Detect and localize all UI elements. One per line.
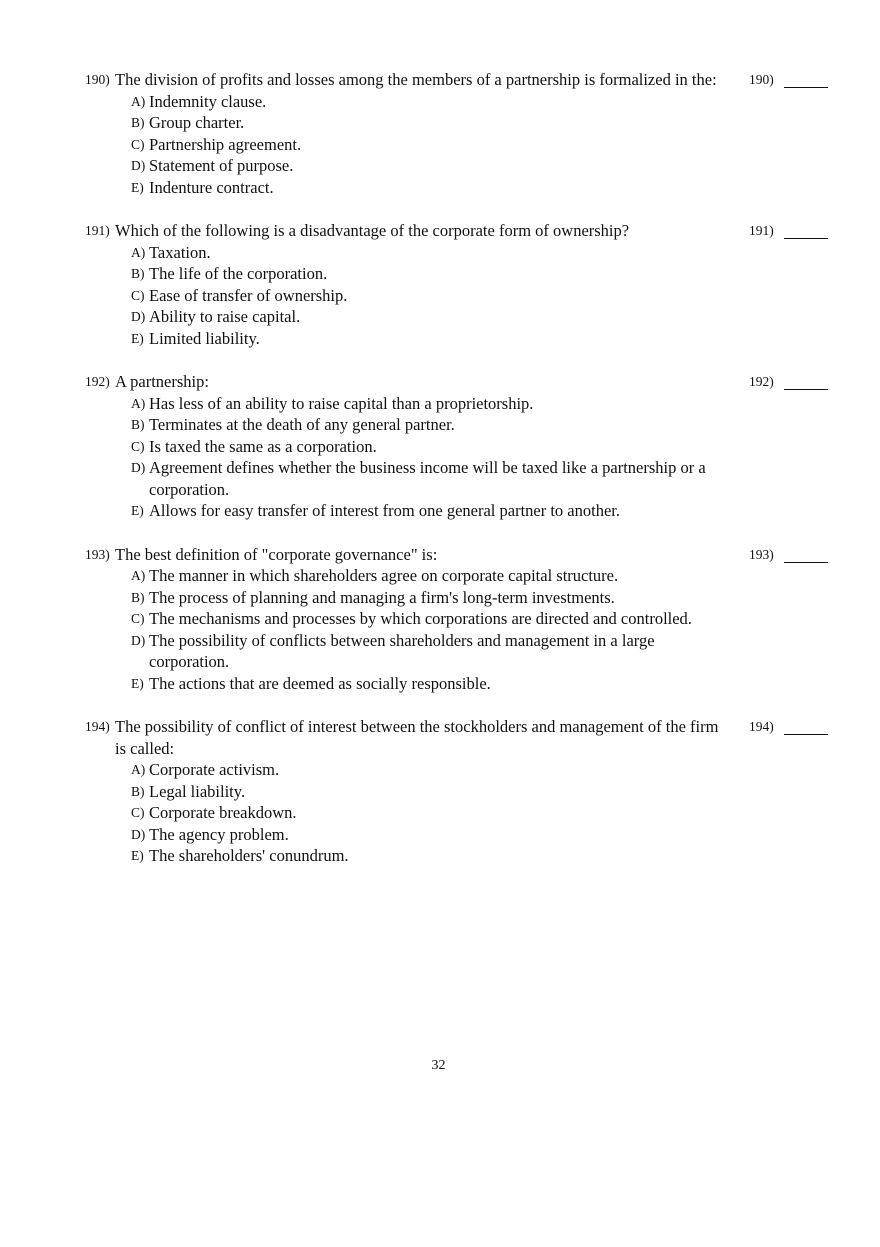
question-number: 194): [85, 719, 110, 734]
option-e: [131, 500, 727, 522]
option-text: Corporate breakdown.: [149, 803, 297, 822]
answer-blank-label: 193): [749, 546, 774, 562]
option-letter: D): [131, 309, 146, 324]
option-b: [131, 263, 727, 285]
answer-blank[interactable]: [749, 223, 839, 241]
question-194: [0, 716, 880, 867]
option-a: [131, 91, 727, 113]
option-text: Corporate activism.: [149, 760, 280, 779]
answer-blank-label: 190): [749, 72, 774, 87]
option-text: The actions that are deemed as socially responsible.: [149, 673, 491, 693]
option-c: [131, 802, 727, 824]
option-a: [131, 565, 727, 587]
option-c: [131, 134, 727, 156]
option-text: The possibility of conflicts between shareholders and management in a large corporation.: [149, 630, 655, 671]
option-letter: D): [131, 158, 146, 173]
option-letter: C): [131, 438, 145, 454]
option-text: Partnership agreement.: [149, 134, 302, 154]
question-text: A partnership:: [115, 372, 209, 391]
option-letter: A): [131, 395, 146, 411]
question-number: 192): [85, 374, 110, 389]
answer-blank-line[interactable]: [784, 562, 828, 563]
option-e: [131, 673, 727, 695]
answer-blank[interactable]: [749, 72, 839, 90]
option-letter: A): [131, 762, 146, 777]
option-letter: B): [131, 783, 145, 799]
question-number: 190): [85, 72, 110, 87]
option-d: [131, 630, 727, 673]
option-text: Ability to raise capital.: [149, 307, 301, 326]
option-text: Group charter.: [149, 113, 245, 132]
option-letter: A): [131, 93, 146, 109]
option-d: [131, 155, 727, 177]
option-c: [131, 436, 727, 458]
option-b: [131, 781, 727, 803]
answer-blank-line[interactable]: [784, 734, 828, 735]
option-text: Indemnity clause.: [149, 91, 267, 111]
option-text: The process of planning and managing a firm's long-term investments.: [149, 587, 615, 607]
answer-blank-line[interactable]: [784, 389, 828, 390]
option-a: [131, 242, 727, 264]
option-letter: B): [131, 266, 145, 281]
question-text: Which of the following is a disadvantage of the corporate form of ownership?: [115, 221, 630, 240]
option-letter: A): [131, 568, 146, 583]
question-193: [0, 544, 880, 695]
option-letter: B): [131, 417, 145, 432]
option-letter: A): [131, 244, 146, 260]
option-list: [0, 393, 880, 522]
question-191: [0, 220, 880, 349]
option-letter: C): [131, 287, 145, 303]
option-text: Agreement defines whether the business income will be taxed like a partnership or a corporation.: [149, 458, 706, 499]
option-e: [131, 177, 727, 199]
option-list: [0, 759, 880, 867]
question-192: [0, 371, 880, 522]
option-text: Limited liability.: [149, 328, 260, 348]
page-number: 32: [431, 1058, 446, 1073]
option-text: Taxation.: [149, 242, 211, 262]
option-e: [131, 328, 727, 350]
option-letter: C): [131, 611, 145, 626]
option-c: [131, 608, 727, 630]
option-letter: E): [131, 179, 144, 195]
answer-blank[interactable]: [749, 719, 839, 737]
answer-blank-line[interactable]: [784, 238, 828, 239]
option-text: Allows for easy transfer of interest from one general partner to another.: [149, 501, 620, 520]
option-letter: E): [131, 330, 144, 346]
answer-blank-line[interactable]: [784, 87, 828, 88]
question-text: The possibility of conflict of interest between the stockholders and management of the firm is called:: [115, 717, 719, 758]
option-d: [131, 457, 727, 500]
option-b: [131, 112, 727, 134]
option-letter: C): [131, 805, 145, 820]
question-number: 193): [85, 546, 110, 562]
answer-blank-label: 194): [749, 719, 774, 734]
option-letter: E): [131, 848, 144, 863]
option-letter: D): [131, 460, 146, 475]
question-text: The division of profits and losses among the members of a partnership is formalized in the:: [115, 70, 717, 89]
option-list: [0, 565, 880, 694]
option-d: [131, 306, 727, 328]
option-text: Indenture contract.: [149, 177, 274, 197]
option-text: Is taxed the same as a corporation.: [149, 436, 377, 456]
option-e: [131, 845, 727, 867]
option-letter: B): [131, 115, 145, 130]
option-list: [0, 242, 880, 350]
option-text: Terminates at the death of any general partner.: [149, 415, 455, 434]
option-text: Ease of transfer of ownership.: [149, 285, 348, 305]
option-letter: D): [131, 632, 146, 648]
option-text: Has less of an ability to raise capital than a proprietorship.: [149, 393, 534, 413]
option-text: Legal liability.: [149, 781, 246, 801]
option-letter: E): [131, 503, 144, 518]
answer-blank-label: 191): [749, 223, 774, 238]
option-b: [131, 414, 727, 436]
answer-blank-label: 192): [749, 374, 774, 389]
question-190: [0, 69, 880, 198]
question-number: 191): [85, 223, 110, 238]
option-text: Statement of purpose.: [149, 156, 294, 175]
option-list: [0, 91, 880, 199]
option-a: [131, 759, 727, 781]
option-text: The life of the corporation.: [149, 264, 328, 283]
answer-blank[interactable]: [749, 547, 839, 565]
option-letter: D): [131, 826, 146, 842]
question-list: [0, 69, 880, 867]
option-text: The manner in which shareholders agree on corporate capital structure.: [149, 566, 619, 585]
option-c: [131, 285, 727, 307]
option-text: The shareholders' conundrum.: [149, 846, 349, 865]
option-letter: C): [131, 136, 145, 152]
option-b: [131, 587, 727, 609]
option-letter: E): [131, 675, 144, 691]
question-text: The best definition of "corporate governance" is:: [115, 544, 438, 564]
option-a: [131, 393, 727, 415]
option-text: The agency problem.: [149, 824, 289, 844]
answer-blank[interactable]: [749, 374, 839, 392]
option-letter: B): [131, 589, 145, 605]
option-d: [131, 824, 727, 846]
option-text: The mechanisms and processes by which corporations are directed and controlled.: [149, 609, 692, 628]
